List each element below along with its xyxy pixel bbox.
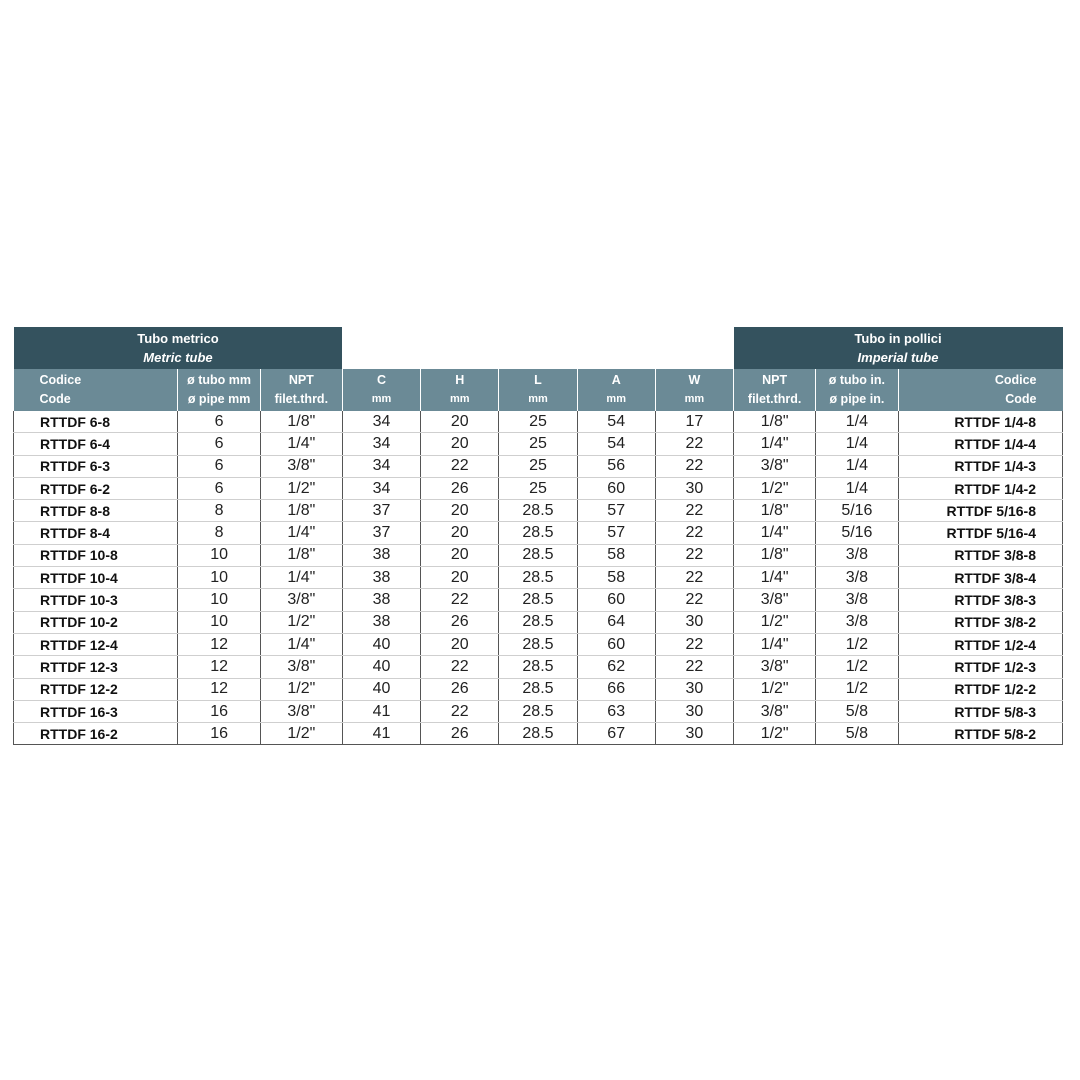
cell-c: 34: [342, 455, 420, 477]
cell-c: 34: [342, 477, 420, 499]
cell-tube-mm: 6: [178, 433, 260, 455]
cell-code: RTTDF 10-3: [14, 589, 178, 611]
cell-a: 54: [577, 411, 655, 433]
table-row: [14, 633, 1063, 655]
cell-imperial-npt: 1/4": [734, 522, 816, 544]
table-row: [14, 433, 1063, 455]
cell-tube-mm: 12: [178, 633, 260, 655]
cell-tube-in: 1/4: [816, 411, 898, 433]
cell-tube-mm: 8: [178, 522, 260, 544]
cell-h: 26: [421, 678, 499, 700]
cell-imperial-npt: 1/2": [734, 723, 816, 745]
cell-tube-mm: 12: [178, 678, 260, 700]
cell-a: 63: [577, 700, 655, 722]
cell-npt: 1/2": [260, 477, 342, 499]
cell-code: RTTDF 10-4: [14, 567, 178, 589]
cell-c: 38: [342, 544, 420, 566]
cell-npt: 3/8": [260, 700, 342, 722]
cell-l: 28.5: [499, 633, 577, 655]
cell-npt: 1/2": [260, 611, 342, 633]
cell-tube-in: 1/2: [816, 678, 898, 700]
cell-tube-in: 3/8: [816, 567, 898, 589]
cell-a: 60: [577, 477, 655, 499]
cell-l: 28.5: [499, 522, 577, 544]
cell-imperial-code: RTTDF 1/4-2: [898, 477, 1063, 499]
cell-a: 58: [577, 544, 655, 566]
cell-tube-in: 5/16: [816, 522, 898, 544]
cell-npt: 3/8": [260, 455, 342, 477]
column-header-imperial-code: [898, 369, 1063, 411]
cell-l: 28.5: [499, 544, 577, 566]
cell-a: 66: [577, 678, 655, 700]
cell-h: 22: [421, 455, 499, 477]
cell-c: 40: [342, 678, 420, 700]
cell-imperial-code: RTTDF 3/8-3: [898, 589, 1063, 611]
cell-w: 17: [655, 411, 733, 433]
imperial-tube-title-en: Imperial tube: [857, 350, 939, 365]
cell-w: 22: [655, 455, 733, 477]
cell-a: 60: [577, 633, 655, 655]
cell-tube-mm: 16: [178, 700, 260, 722]
column-header-l: [499, 369, 577, 411]
cell-tube-mm: 12: [178, 656, 260, 678]
column-header-c-unit: mm: [371, 393, 392, 405]
cell-h: 22: [421, 656, 499, 678]
column-header-c-label: C: [377, 373, 387, 387]
imperial-tube-title-it: Tubo in pollici: [854, 331, 942, 346]
metric-tube-title-it: Tubo metrico: [137, 331, 219, 346]
cell-imperial-npt: 1/8": [734, 500, 816, 522]
column-header-npt-en: filet.thrd.: [274, 392, 329, 406]
cell-npt: 1/8": [260, 411, 342, 433]
cell-l: 28.5: [499, 500, 577, 522]
cell-w: 30: [655, 723, 733, 745]
cell-c: 34: [342, 411, 420, 433]
table-row: [14, 723, 1063, 745]
cell-npt: 3/8": [260, 656, 342, 678]
cell-a: 56: [577, 455, 655, 477]
spec-table-body: [14, 411, 1063, 745]
cell-imperial-npt: 3/8": [734, 656, 816, 678]
column-header-row: [14, 369, 1063, 411]
cell-w: 22: [655, 567, 733, 589]
column-header-h-unit: mm: [449, 393, 470, 405]
cell-h: 22: [421, 589, 499, 611]
cell-npt: 3/8": [260, 589, 342, 611]
cell-l: 28.5: [499, 700, 577, 722]
cell-tube-mm: 8: [178, 500, 260, 522]
cell-h: 26: [421, 611, 499, 633]
cell-tube-mm: 16: [178, 723, 260, 745]
cell-imperial-code: RTTDF 1/2-3: [898, 656, 1063, 678]
column-header-h-label: H: [455, 373, 465, 387]
cell-npt: 1/4": [260, 567, 342, 589]
cell-w: 22: [655, 500, 733, 522]
cell-a: 57: [577, 522, 655, 544]
cell-w: 22: [655, 522, 733, 544]
cell-code: RTTDF 10-8: [14, 544, 178, 566]
cell-l: 28.5: [499, 723, 577, 745]
cell-imperial-code: RTTDF 3/8-4: [898, 567, 1063, 589]
cell-a: 60: [577, 589, 655, 611]
cell-tube-mm: 10: [178, 544, 260, 566]
cell-npt: 1/2": [260, 678, 342, 700]
cell-l: 28.5: [499, 678, 577, 700]
cell-w: 30: [655, 700, 733, 722]
cell-imperial-npt: 1/4": [734, 633, 816, 655]
table-row: [14, 611, 1063, 633]
cell-imperial-npt: 1/4": [734, 433, 816, 455]
cell-w: 22: [655, 589, 733, 611]
cell-l: 28.5: [499, 656, 577, 678]
group-header-spacer: [342, 327, 733, 369]
cell-c: 40: [342, 633, 420, 655]
cell-imperial-code: RTTDF 1/2-4: [898, 633, 1063, 655]
cell-npt: 1/2": [260, 723, 342, 745]
cell-h: 26: [421, 477, 499, 499]
table-row: [14, 678, 1063, 700]
cell-tube-in: 1/4: [816, 455, 898, 477]
cell-tube-mm: 10: [178, 611, 260, 633]
cell-c: 38: [342, 589, 420, 611]
cell-h: 20: [421, 411, 499, 433]
cell-w: 22: [655, 633, 733, 655]
cell-code: RTTDF 6-4: [14, 433, 178, 455]
column-header-imperial-code-it: Codice: [994, 373, 1037, 387]
cell-imperial-code: RTTDF 5/8-3: [898, 700, 1063, 722]
column-header-imperial-code-en: Code: [1005, 392, 1037, 406]
table-row: [14, 589, 1063, 611]
cell-code: RTTDF 6-3: [14, 455, 178, 477]
column-header-code: [14, 369, 178, 411]
cell-tube-in: 3/8: [816, 544, 898, 566]
column-header-h: [421, 369, 499, 411]
cell-tube-mm: 6: [178, 477, 260, 499]
cell-imperial-npt: 1/2": [734, 678, 816, 700]
cell-tube-in: 1/2: [816, 656, 898, 678]
cell-tube-mm: 10: [178, 589, 260, 611]
cell-tube-in: 1/2: [816, 633, 898, 655]
cell-imperial-npt: 3/8": [734, 700, 816, 722]
cell-imperial-code: RTTDF 5/16-4: [898, 522, 1063, 544]
cell-l: 28.5: [499, 611, 577, 633]
table-row: [14, 544, 1063, 566]
cell-tube-in: 5/8: [816, 700, 898, 722]
cell-c: 38: [342, 567, 420, 589]
table-row: [14, 411, 1063, 433]
cell-h: 22: [421, 700, 499, 722]
cell-tube-in: 1/4: [816, 477, 898, 499]
cell-npt: 1/4": [260, 522, 342, 544]
imperial-tube-group-header: [734, 327, 1063, 369]
table-row: [14, 567, 1063, 589]
cell-h: 20: [421, 633, 499, 655]
column-header-tube-mm: [178, 369, 260, 411]
cell-tube-in: 5/16: [816, 500, 898, 522]
cell-h: 20: [421, 433, 499, 455]
cell-imperial-npt: 1/2": [734, 611, 816, 633]
cell-a: 62: [577, 656, 655, 678]
cell-imperial-code: RTTDF 3/8-8: [898, 544, 1063, 566]
column-header-tube-in-it: ø tubo in.: [828, 373, 885, 387]
cell-l: 25: [499, 477, 577, 499]
cell-c: 41: [342, 700, 420, 722]
cell-c: 38: [342, 611, 420, 633]
column-header-a-label: A: [611, 373, 621, 387]
cell-a: 67: [577, 723, 655, 745]
column-header-code-it: Codice: [39, 373, 82, 387]
cell-a: 54: [577, 433, 655, 455]
cell-w: 22: [655, 656, 733, 678]
table-row: [14, 455, 1063, 477]
cell-l: 28.5: [499, 567, 577, 589]
cell-code: RTTDF 6-8: [14, 411, 178, 433]
column-header-npt: [260, 369, 342, 411]
cell-npt: 1/8": [260, 544, 342, 566]
column-header-imperial-npt: [734, 369, 816, 411]
metric-tube-title-en: Metric tube: [143, 350, 213, 365]
cell-l: 25: [499, 455, 577, 477]
cell-imperial-code: RTTDF 3/8-2: [898, 611, 1063, 633]
cell-a: 58: [577, 567, 655, 589]
cell-w: 30: [655, 611, 733, 633]
column-header-w-unit: mm: [684, 393, 705, 405]
metric-tube-group-header: [14, 327, 343, 369]
column-header-imperial-npt-it: NPT: [762, 373, 788, 387]
cell-c: 34: [342, 433, 420, 455]
cell-code: RTTDF 8-4: [14, 522, 178, 544]
cell-imperial-npt: 1/4": [734, 567, 816, 589]
cell-h: 20: [421, 544, 499, 566]
column-header-c: [342, 369, 420, 411]
column-header-tube-in-en: ø pipe in.: [829, 392, 885, 406]
table-row: [14, 522, 1063, 544]
cell-tube-in: 1/4: [816, 433, 898, 455]
cell-c: 37: [342, 522, 420, 544]
cell-code: RTTDF 16-3: [14, 700, 178, 722]
table-row: [14, 500, 1063, 522]
cell-npt: 1/8": [260, 500, 342, 522]
column-header-npt-it: NPT: [288, 373, 314, 387]
cell-imperial-code: RTTDF 1/4-3: [898, 455, 1063, 477]
cell-c: 40: [342, 656, 420, 678]
table-row: [14, 477, 1063, 499]
spec-table: [13, 327, 1063, 745]
cell-tube-mm: 10: [178, 567, 260, 589]
cell-tube-in: 3/8: [816, 611, 898, 633]
cell-h: 20: [421, 522, 499, 544]
cell-tube-in: 5/8: [816, 723, 898, 745]
cell-code: RTTDF 12-2: [14, 678, 178, 700]
cell-h: 20: [421, 567, 499, 589]
column-header-l-label: L: [534, 373, 542, 387]
column-header-w-label: W: [688, 373, 701, 387]
cell-code: RTTDF 12-3: [14, 656, 178, 678]
cell-imperial-npt: 3/8": [734, 589, 816, 611]
cell-imperial-npt: 1/8": [734, 544, 816, 566]
cell-tube-mm: 6: [178, 411, 260, 433]
cell-h: 26: [421, 723, 499, 745]
cell-imperial-npt: 1/8": [734, 411, 816, 433]
cell-code: RTTDF 16-2: [14, 723, 178, 745]
column-header-code-en: Code: [39, 392, 71, 406]
table-row: [14, 656, 1063, 678]
cell-tube-mm: 6: [178, 455, 260, 477]
cell-imperial-npt: 1/2": [734, 477, 816, 499]
cell-c: 41: [342, 723, 420, 745]
column-header-tube-mm-en: ø pipe mm: [187, 392, 251, 406]
group-header-row: [14, 327, 1063, 369]
cell-l: 25: [499, 433, 577, 455]
column-header-tube-mm-it: ø tubo mm: [187, 373, 252, 387]
cell-code: RTTDF 6-2: [14, 477, 178, 499]
cell-w: 22: [655, 544, 733, 566]
column-header-a-unit: mm: [606, 393, 626, 405]
table-row: [14, 700, 1063, 722]
cell-a: 64: [577, 611, 655, 633]
cell-npt: 1/4": [260, 633, 342, 655]
cell-imperial-npt: 3/8": [734, 455, 816, 477]
cell-imperial-code: RTTDF 5/16-8: [898, 500, 1063, 522]
cell-l: 25: [499, 411, 577, 433]
column-header-tube-in: [816, 369, 898, 411]
cell-imperial-code: RTTDF 5/8-2: [898, 723, 1063, 745]
cell-imperial-code: RTTDF 1/4-8: [898, 411, 1063, 433]
cell-w: 30: [655, 678, 733, 700]
spec-table-container: [13, 327, 1063, 745]
cell-a: 57: [577, 500, 655, 522]
cell-l: 28.5: [499, 589, 577, 611]
cell-code: RTTDF 8-8: [14, 500, 178, 522]
cell-w: 30: [655, 477, 733, 499]
cell-imperial-code: RTTDF 1/4-4: [898, 433, 1063, 455]
cell-tube-in: 3/8: [816, 589, 898, 611]
cell-imperial-code: RTTDF 1/2-2: [898, 678, 1063, 700]
cell-code: RTTDF 10-2: [14, 611, 178, 633]
column-header-a: [577, 369, 655, 411]
cell-npt: 1/4": [260, 433, 342, 455]
cell-c: 37: [342, 500, 420, 522]
cell-w: 22: [655, 433, 733, 455]
cell-h: 20: [421, 500, 499, 522]
column-header-imperial-npt-en: filet.thrd.: [747, 392, 802, 406]
cell-code: RTTDF 12-4: [14, 633, 178, 655]
column-header-l-unit: mm: [528, 393, 548, 405]
column-header-w: [655, 369, 733, 411]
